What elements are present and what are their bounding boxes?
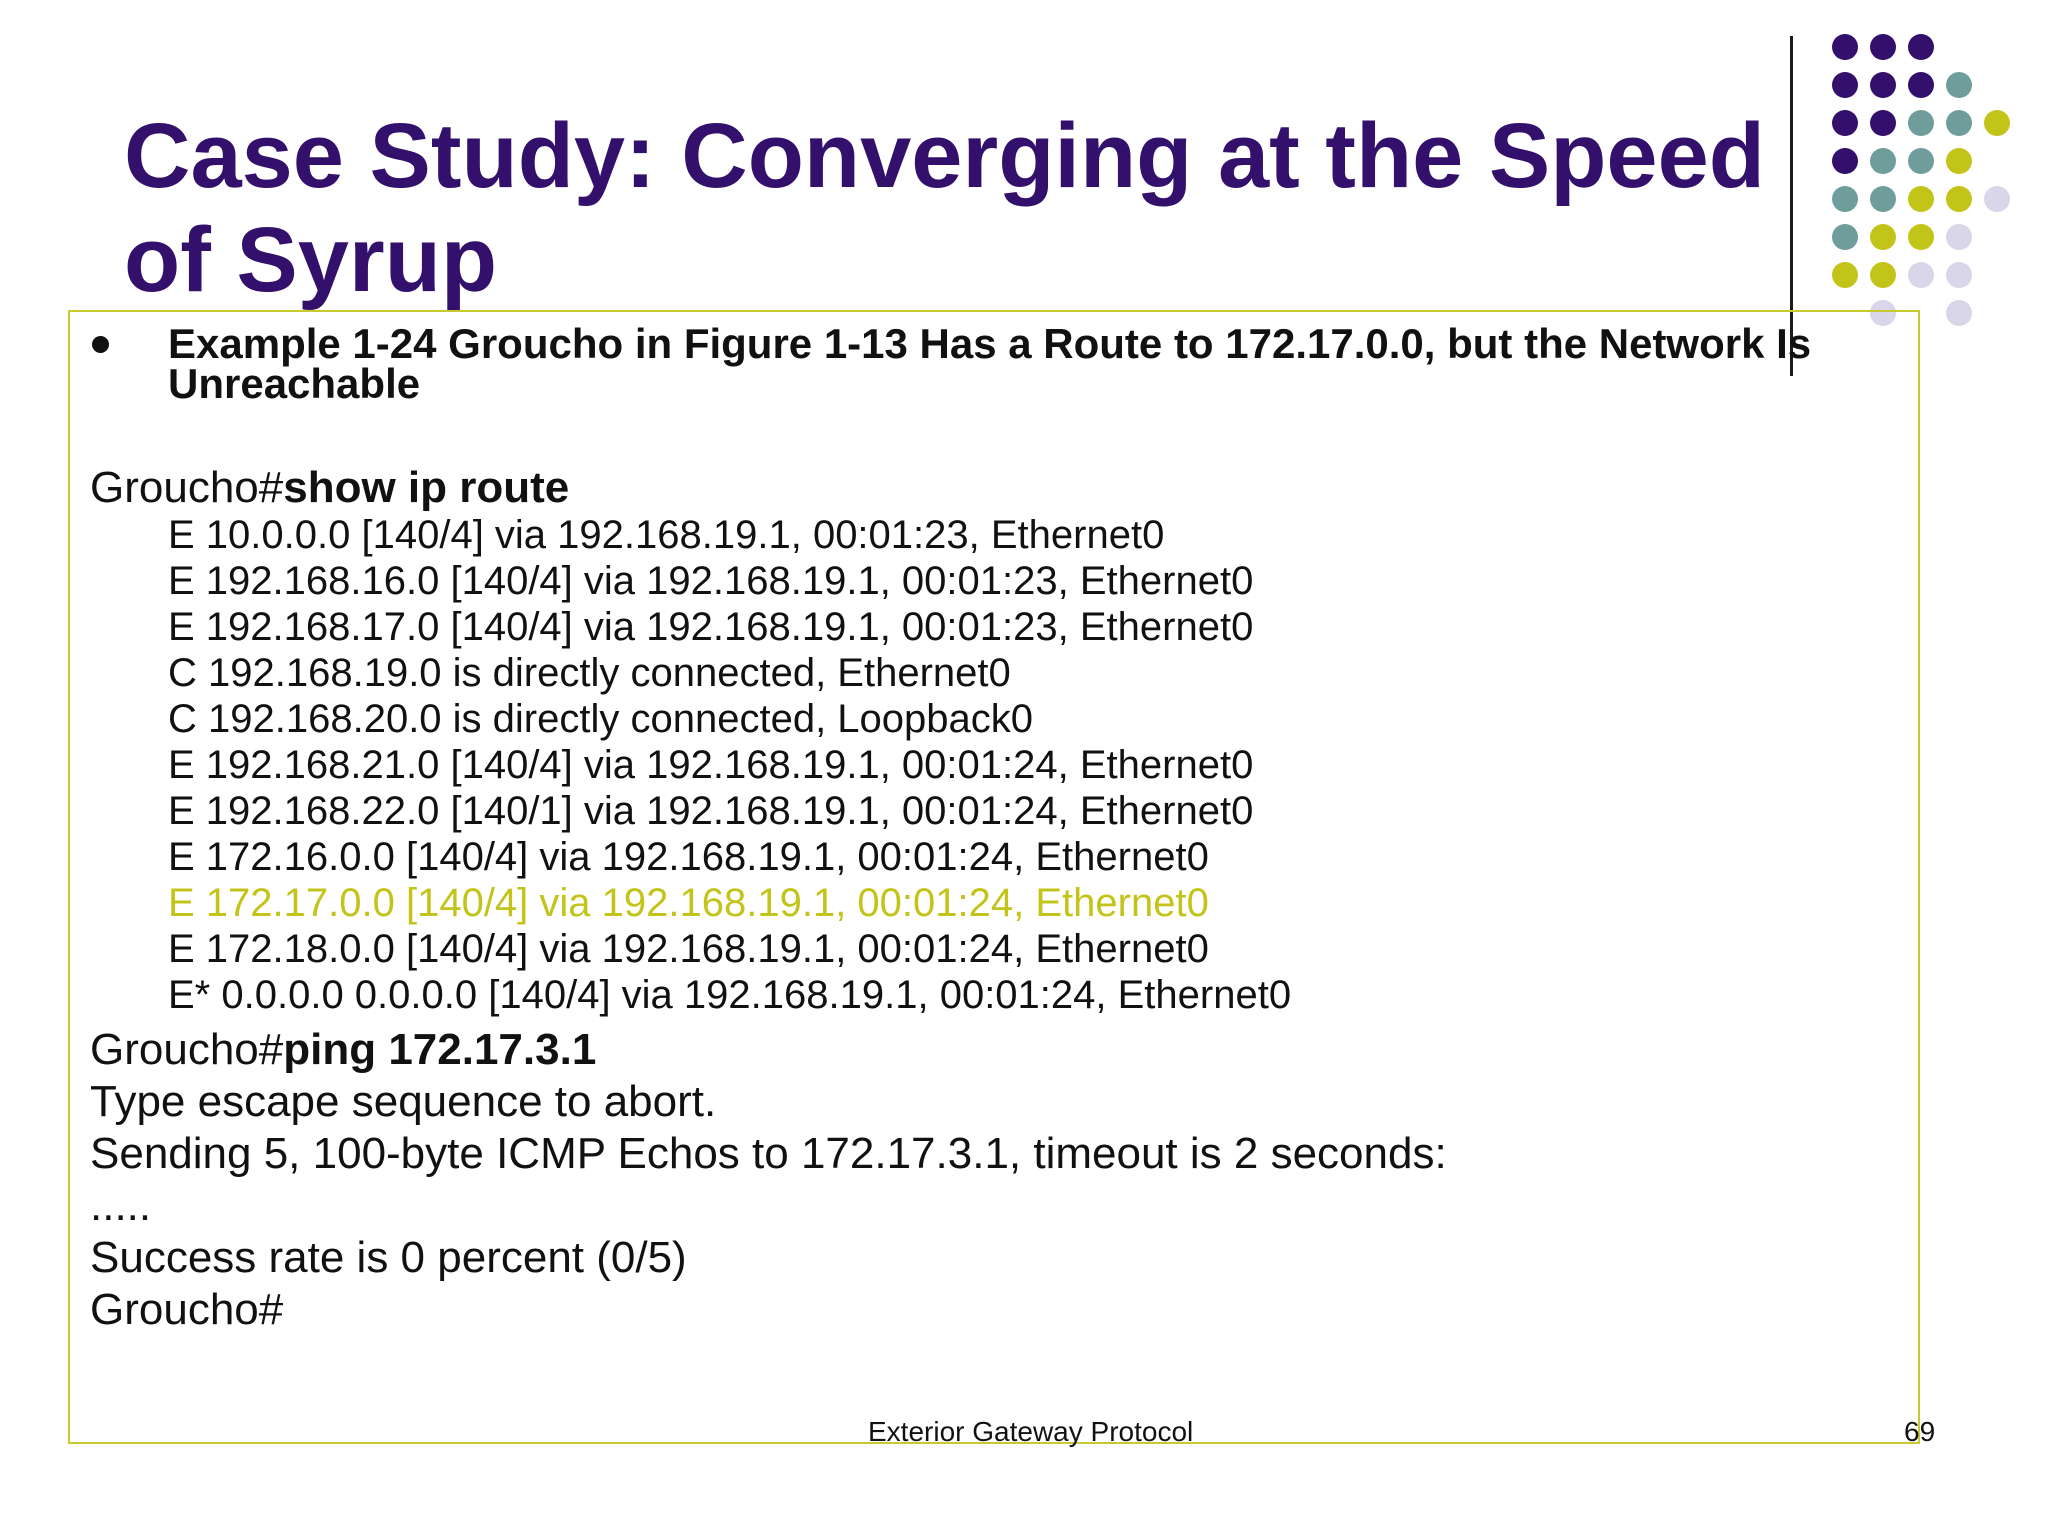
bullet-icon: [92, 336, 109, 353]
decorative-dot: [1832, 72, 1858, 98]
route-entry: C 192.168.20.0 is directly connected, Loopback0: [168, 697, 1034, 741]
decorative-dot: [1984, 186, 2010, 212]
command-line-1: [90, 462, 569, 514]
route-entry: E 10.0.0.0 [140/4] via 192.168.19.1, 00:01:23, Ethernet0: [168, 513, 1165, 557]
decorative-dot: [1946, 148, 1972, 174]
decorative-dot: [1946, 300, 1972, 326]
ping-output-line: Success rate is 0 percent (0/5): [90, 1233, 687, 1282]
route-entry: E 192.168.21.0 [140/4] via 192.168.19.1, 00:01:24, Ethernet0: [168, 743, 1254, 787]
decorative-dot: [1870, 72, 1896, 98]
decorative-dot: [1984, 110, 2010, 136]
ping-output-line: Type escape sequence to abort.: [90, 1077, 717, 1126]
decorative-dot: [1832, 186, 1858, 212]
decorative-dot: [1870, 186, 1896, 212]
prompt: Groucho#: [90, 1025, 284, 1074]
decorative-dot: [1908, 262, 1934, 288]
decorative-dot: [1870, 34, 1896, 60]
slide-title: Case Study: Converging at the Speed of Syrup: [124, 105, 1765, 311]
prompt: Groucho#: [90, 463, 284, 512]
route-entry: E 192.168.16.0 [140/4] via 192.168.19.1, 00:01:23, Ethernet0: [168, 559, 1254, 603]
decorative-dot: [1908, 224, 1934, 250]
decorative-dot: [1946, 224, 1972, 250]
decorative-dot: [1908, 72, 1934, 98]
decorative-dot: [1870, 110, 1896, 136]
route-entry: E 192.168.22.0 [140/1] via 192.168.19.1, 00:01:24, Ethernet0: [168, 789, 1254, 833]
route-entry: E 172.18.0.0 [140/4] via 192.168.19.1, 00:01:24, Ethernet0: [168, 927, 1209, 971]
ping-output-line: Sending 5, 100-byte ICMP Echos to 172.17.3.1, timeout is 2 seconds:: [90, 1129, 1447, 1178]
decorative-dot: [1832, 110, 1858, 136]
command-line-2: [90, 1024, 596, 1076]
route-entry: C 192.168.19.0 is directly connected, Ethernet0: [168, 651, 1011, 695]
decorative-dot: [1908, 110, 1934, 136]
ping-output-line: .....: [90, 1181, 152, 1230]
decorative-dot: [1946, 110, 1972, 136]
decorative-dot: [1832, 224, 1858, 250]
bullet-text: Example 1-24 Groucho in Figure 1-13 Has a Route to 172.17.0.0, but the Network Is Unreachable: [168, 320, 1812, 407]
route-entry: E 172.16.0.0 [140/4] via 192.168.19.1, 00:01:24, Ethernet0: [168, 835, 1209, 879]
decorative-dot: [1946, 186, 1972, 212]
route-table: [168, 512, 1291, 1018]
page-number: 69: [1904, 1416, 1936, 1447]
route-entry: E 192.168.17.0 [140/4] via 192.168.19.1, 00:01:23, Ethernet0: [168, 605, 1254, 649]
decorative-dot: [1870, 148, 1896, 174]
decorative-dot: [1908, 34, 1934, 60]
footer-text: Exterior Gateway Protocol: [868, 1416, 1194, 1447]
route-entry: E* 0.0.0.0 0.0.0.0 [140/4] via 192.168.19.1, 00:01:24, Ethernet0: [168, 973, 1292, 1017]
decorative-dot: [1908, 148, 1934, 174]
route-entry-highlighted: E 172.17.0.0 [140/4] via 192.168.19.1, 00:01:24, Ethernet0: [168, 881, 1209, 925]
decorative-dot: [1908, 186, 1934, 212]
decorative-dot: [1946, 262, 1972, 288]
decorative-dot: [1870, 224, 1896, 250]
decorative-dot: [1832, 34, 1858, 60]
decorative-dot: [1946, 72, 1972, 98]
decorative-dot: [1870, 262, 1896, 288]
ping-output-line: Groucho#: [90, 1285, 284, 1334]
command-text: show ip route: [283, 463, 570, 512]
decorative-dot: [1832, 262, 1858, 288]
command-text: ping 172.17.3.1: [283, 1025, 597, 1074]
decorative-dot: [1832, 148, 1858, 174]
